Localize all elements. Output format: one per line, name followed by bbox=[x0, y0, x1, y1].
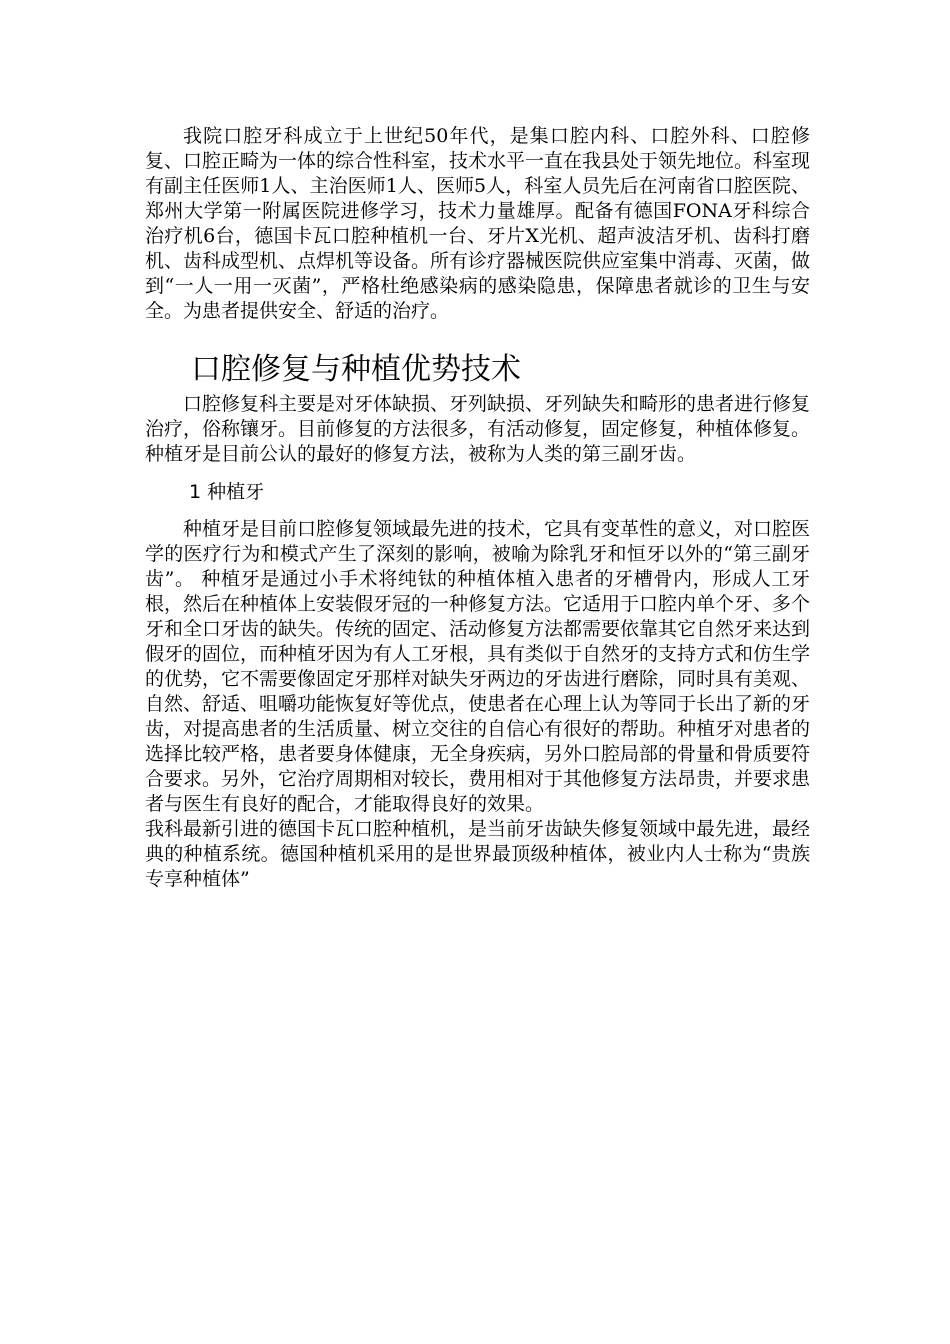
subsection-title: 1 种植牙 bbox=[189, 481, 265, 503]
section-title: 口腔修复与种植优势技术 bbox=[191, 352, 521, 387]
document-body bbox=[145, 124, 810, 892]
implant-paragraph: 种植牙是目前口腔修复领域最先进的技术，它具有变革性的意义，对口腔医学的医疗行为和模式产生了深刻的影响，被喻为除乳牙和恒牙以外的“第三副牙齿”。 种植牙是通过小手术将纯钛的种植体植入患者的牙槽骨内，形成人工牙根，然后在种植体上安装假牙冠的一种修复方法。它适用于口腔内单个牙、多个牙和全口牙齿的缺失。传统的固定、活动修复方法都需要依靠其它自然牙来达到假牙的固位，而种植牙因为有人工牙根，具有类似于自然牙的支持方式和仿生学的优势，它不需要像固定牙那样对缺失牙两边的牙齿进行磨除，同时具有美观、自然、舒适、咀嚼功能恢复好等优点，使患者在心理上认为等同于长出了新的牙齿，对提高患者的生活质量、树立交往的自信心有很好的帮助。种植牙对患者的选择比较严格，患者要身体健康，无全身疾病，另外口腔局部的骨量和骨质要符合要求。另外，它治疗周期相对较长，费用相对于其他修复方法昂贵，并要求患者与医生有良好的配合，才能取得良好的效果。 bbox=[145, 518, 811, 815]
intro-paragraph: 我院口腔牙科成立于上世纪50年代，是集口腔内科、口腔外科、口腔修复、口腔正畸为一体的综合性科室，技术水平一直在我县处于领先地位。科室现有副主任医师1人、主治医师1人、医师5人，科室人员先后在河南省口腔医院、郑州大学第一附属医院进修学习，技术力量雄厚。配备有德国FONA牙科综合治疗机6台，德国卡瓦口腔种植机一台、牙片X光机、超声波洁牙机、齿科打磨机、齿科成型机、点焊机等设备。所有诊疗器械医院供应室集中消毒、灭菌，做到“一人一用一灭菌”，严格杜绝感染病的感染隐患，保障患者就诊的卫生与安全。为患者提供安全、舒适的治疗。 bbox=[145, 125, 811, 322]
closing-paragraph: 我科最新引进的德国卡瓦口腔种植机，是当前牙齿缺失修复领域中最先进，最经典的种植系统。德国种植机采用的是世界最顶级种植体，被业内人士称为“贵族专享种植体” bbox=[145, 818, 811, 890]
section-paragraph: 口腔修复科主要是对牙体缺损、牙列缺损、牙列缺失和畸形的患者进行修复治疗，俗称镶牙。目前修复的方法很多，有活动修复，固定修复，种植体修复。种植牙是目前公认的最好的修复方法，被称为人类的第三副牙齿。 bbox=[145, 393, 811, 465]
